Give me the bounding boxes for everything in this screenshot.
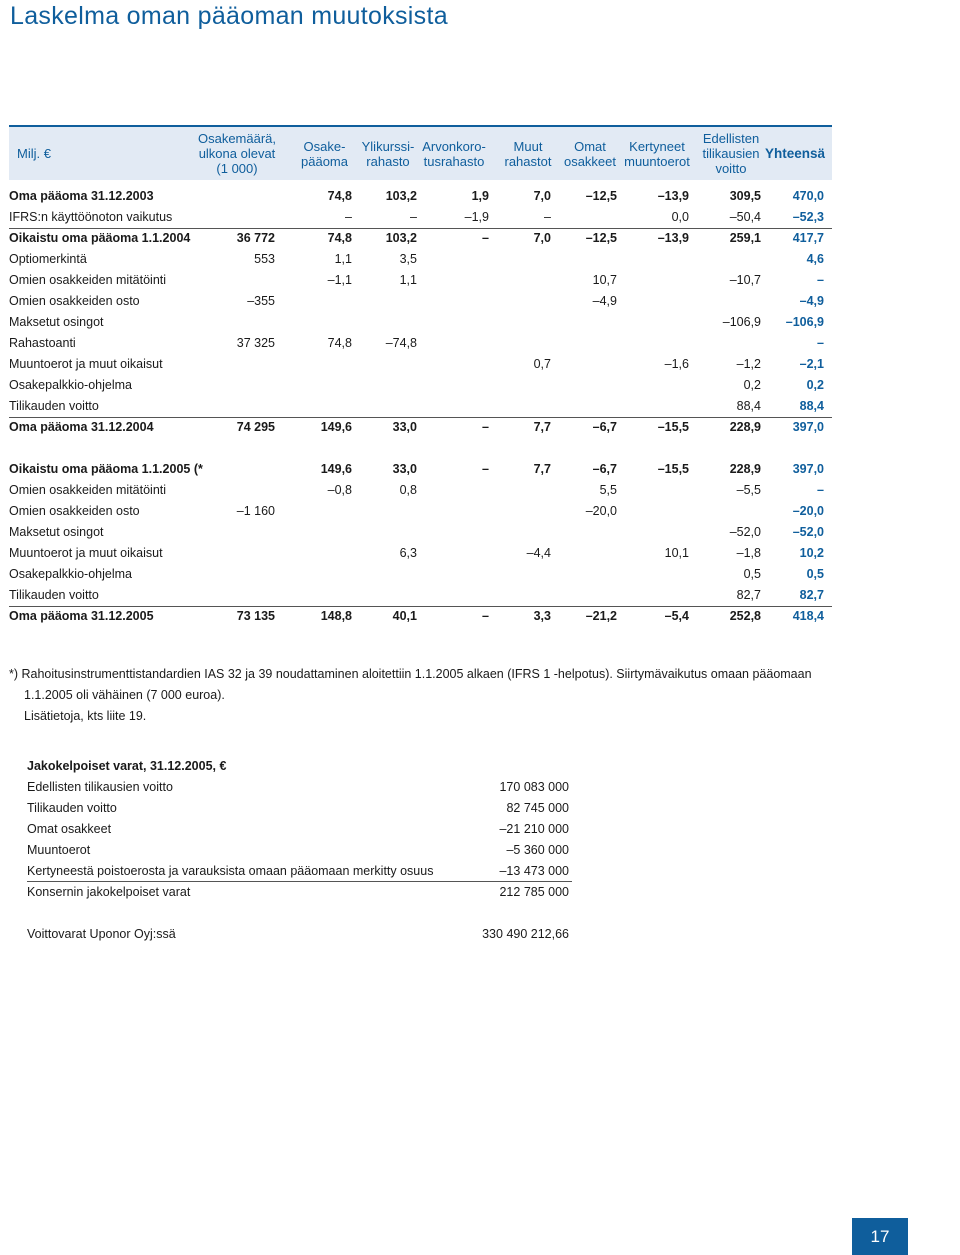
column-header: Omat osakkeet [563,138,617,169]
page-number: 17 [852,1218,908,1255]
row-label: Muuntoerot [27,843,91,857]
table-row [9,312,832,333]
footnote-line-3: Lisätietoja, kts liite 19. [24,709,147,723]
value-cell: 0,0 [671,210,689,224]
table-row [9,249,832,270]
table-row [9,186,832,207]
footnote-line-2: 1.1.2005 oli vähäinen (7 000 euroa). [24,688,225,702]
value-cell: 228,9 [729,462,761,476]
total-cell: 0,5 [806,567,824,581]
value-cell: 259,1 [729,231,761,245]
row-label: Kertyneestä poistoerosta ja varauksista omaan pääomaan merkitty osuus [27,864,434,878]
value-cell: –52,0 [729,525,761,539]
row-label: Oikaistu oma pääoma 1.1.2004 [9,231,191,245]
row-label: Optiomerkintä [9,252,87,266]
value-cell: – [544,210,551,224]
value-cell: 88,4 [736,399,761,413]
total-cell: – [817,483,824,497]
value-cell: 309,5 [729,189,761,203]
table-row [9,564,832,585]
value-cell: 0,2 [743,378,761,392]
value-cell: 1,9 [471,189,489,203]
value-cell: 3,5 [399,252,417,266]
value-cell: –1,1 [327,273,352,287]
value-cell: 33,0 [392,420,417,434]
column-header: Ylikurssi- rahasto [361,138,415,169]
value-cell: –10,7 [729,273,761,287]
row-label: Osakepalkkio-ohjelma [9,378,132,392]
value-cell: –355 [247,294,275,308]
distributable-title: Jakokelpoiset varat, 31.12.2005, € [27,759,227,773]
value-cell: –5,5 [736,483,761,497]
value-cell: 6,3 [399,546,417,560]
total-cell: 4,6 [806,252,824,266]
value-cell: –13,9 [657,189,689,203]
row-label: Tilikauden voitto [9,399,99,413]
value-cell: –4,4 [526,546,551,560]
value-cell: 7,0 [533,231,551,245]
value-cell: 36 772 [236,231,275,245]
value-cell: 553 [254,252,275,266]
distributable-row [27,840,572,860]
value-cell: 5,5 [599,483,617,497]
value-cell: 103,2 [385,189,417,203]
value-cell: –12,5 [585,189,617,203]
value-cell: –74,8 [385,336,417,350]
row-label: Osakepalkkio-ohjelma [9,567,132,581]
value-cell: 7,7 [533,420,551,434]
distributable-row [27,882,572,902]
table-row [9,606,832,627]
value-cell: –4,9 [592,294,617,308]
value-cell: –21,2 [585,609,617,623]
value-cell: 0,5 [743,567,761,581]
row-label: Maksetut osingot [9,315,104,329]
total-cell: –2,1 [799,357,824,371]
column-header: Kertyneet muuntoerot [624,138,690,169]
row-label: Oma pääoma 31.12.2003 [9,189,154,203]
value-cell: 149,6 [320,420,352,434]
total-cell: 82,7 [799,588,824,602]
value-cell: 148,8 [320,609,352,623]
value-cell: –1,2 [736,357,761,371]
table-row [9,543,832,564]
total-cell: 0,2 [806,378,824,392]
row-label: Rahastoanti [9,336,76,350]
table-row [9,333,832,354]
total-cell: 397,0 [792,462,824,476]
total-cell: 418,4 [792,609,824,623]
row-label: Oma pääoma 31.12.2005 [9,609,154,623]
value-cell: 74,8 [327,189,352,203]
value-cell: 0,7 [533,357,551,371]
value-cell: 252,8 [729,609,761,623]
value-cell: 74,8 [327,336,352,350]
table-row [9,585,832,607]
value-cell: 10,7 [592,273,617,287]
value-cell: 74,8 [327,231,352,245]
table-row [9,207,832,229]
value-cell: 149,6 [320,462,352,476]
value-cell: –15,5 [657,420,689,434]
row-label: Tilikauden voitto [27,801,117,815]
column-header: Yhteensä [764,146,826,161]
column-header: Arvonkoro- tusrahasto [422,138,486,169]
row-value: 330 490 212,66 [482,927,569,941]
total-cell: –52,3 [792,210,824,224]
value-cell: – [482,462,489,476]
value-cell: 7,0 [533,189,551,203]
table-row [9,417,832,438]
value-cell: 73 135 [236,609,275,623]
distributable-row [27,819,572,839]
total-cell: – [817,336,824,350]
row-value: –5 360 000 [506,843,569,857]
table-row [9,375,832,396]
value-cell: 7,7 [533,462,551,476]
table-row [9,270,832,291]
row-label: Oma pääoma 31.12.2004 [9,420,154,434]
row-label: Omien osakkeiden osto [9,294,140,308]
row-label: Omien osakkeiden mitätöinti [9,483,167,497]
value-cell: –6,7 [592,462,617,476]
total-cell: 417,7 [792,231,824,245]
value-cell: 1,1 [399,273,417,287]
value-cell: –106,9 [722,315,761,329]
total-cell: 10,2 [799,546,824,560]
value-cell: –1 160 [236,504,275,518]
row-label: Muuntoerot ja muut oikaisut [9,357,163,371]
total-cell: –20,0 [792,504,824,518]
table-row [9,522,832,543]
value-cell: 74 295 [236,420,275,434]
value-cell: – [410,210,417,224]
distributable-row [27,798,572,818]
value-cell: 10,1 [664,546,689,560]
row-label: Omien osakkeiden mitätöinti [9,273,167,287]
row-label: Maksetut osingot [9,525,104,539]
value-cell: –0,8 [327,483,352,497]
total-cell: – [817,273,824,287]
table-header [9,125,832,180]
table-row [9,291,832,312]
column-header: Osakemäärä, ulkona olevat (1 000) [197,131,277,176]
row-label: Muuntoerot ja muut oikaisut [9,546,163,560]
row-label: Edellisten tilikausien voitto [27,780,173,794]
total-cell: –52,0 [792,525,824,539]
value-cell: 33,0 [392,462,417,476]
value-cell: –15,5 [657,462,689,476]
column-header: Muut rahastot [504,138,552,169]
total-cell: 470,0 [792,189,824,203]
row-value: 170 083 000 [499,780,569,794]
distributable-row [27,861,572,882]
row-label: Oikaistu oma pääoma 1.1.2005 (* [9,462,203,476]
table-row [9,501,832,522]
table-row [9,354,832,375]
value-cell: –12,5 [585,231,617,245]
table-row [9,459,832,480]
value-cell: – [482,609,489,623]
column-header: Osake- pääoma [301,138,348,169]
row-label: Tilikauden voitto [9,588,99,602]
total-cell: 397,0 [792,420,824,434]
value-cell: –1,6 [664,357,689,371]
row-label: Omien osakkeiden osto [9,504,140,518]
row-value: –13 473 000 [499,864,569,878]
parent-retained-earnings-row [27,924,572,944]
value-cell: 37 325 [236,336,275,350]
table-row [9,480,832,501]
row-label: Omat osakkeet [27,822,112,836]
distributable-row [27,777,572,797]
total-cell: –4,9 [799,294,824,308]
value-cell: –20,0 [585,504,617,518]
table-row [9,396,832,418]
column-header: Milj. € [17,146,51,161]
value-cell: – [482,231,489,245]
total-cell: –106,9 [785,315,824,329]
value-cell: –6,7 [592,420,617,434]
value-cell: 1,1 [334,252,352,266]
row-label: IFRS:n käyttöönoton vaikutus [9,210,173,224]
value-cell: 3,3 [533,609,551,623]
total-cell: 88,4 [799,399,824,413]
value-cell: 82,7 [736,588,761,602]
value-cell: 103,2 [385,231,417,245]
row-value: 82 745 000 [506,801,569,815]
value-cell: –50,4 [729,210,761,224]
row-label: Konsernin jakokelpoiset varat [27,885,191,899]
row-value: –21 210 000 [499,822,569,836]
value-cell: 0,8 [399,483,417,497]
value-cell: – [345,210,352,224]
row-value: 212 785 000 [499,885,569,899]
value-cell: –1,9 [464,210,489,224]
value-cell: – [482,420,489,434]
footnote-line-1: *) Rahoitusinstrumenttistandardien IAS 32 ja 39 noudattaminen aloitettiin 1.1.2005 alkaen (IFRS 1 -helpotus). Siirtymävaikutus omaan pääomaan [9,667,812,681]
value-cell: 228,9 [729,420,761,434]
value-cell: –5,4 [664,609,689,623]
value-cell: –13,9 [657,231,689,245]
page-title: Laskelma oman pääoman muutoksista [10,2,448,30]
row-label: Voittovarat Uponor Oyj:ssä [27,927,176,941]
column-header: Edellisten tilikausien voitto [702,131,760,176]
value-cell: 40,1 [392,609,417,623]
value-cell: –1,8 [736,546,761,560]
table-row [9,228,832,249]
